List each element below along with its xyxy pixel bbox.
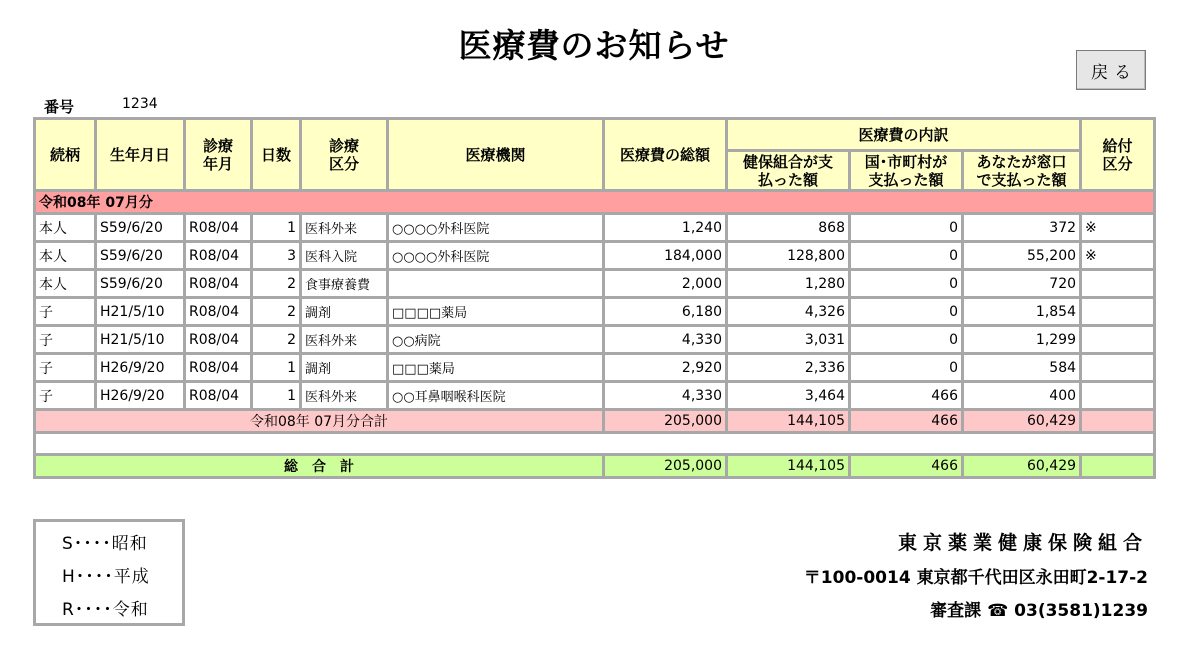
cell-patient: 584 [963,354,1081,382]
subtotal-row-total: 205,000 [604,410,727,433]
table-row [35,298,1155,326]
cell-month: R08/04 [185,298,252,326]
cell-municipal: 0 [850,214,963,242]
grand-total-row-insurance: 144,105 [727,455,850,478]
cell-insurance: 4,326 [727,298,850,326]
table-row [35,382,1155,410]
cell-month: R08/04 [185,326,252,354]
cell-month: R08/04 [185,354,252,382]
cell-patient: 400 [963,382,1081,410]
cell-patient: 1,854 [963,298,1081,326]
spacer-row [35,433,1155,455]
cell-facility: ○○病院 [388,326,604,354]
cell-benefit: ※ [1081,214,1155,242]
table-row [35,214,1155,242]
cell-birth: H26/9/20 [96,382,185,410]
cell-municipal: 466 [850,382,963,410]
header-total: 医療費の総額 [604,119,727,191]
cell-relation: 本人 [35,242,96,270]
cell-days: 1 [252,214,301,242]
cell-benefit: ※ [1081,242,1155,270]
header-patient: あなたが窓口 で支払った額 [963,151,1081,191]
subtotal-row-label: 令和08年 07月分合計 [35,410,604,433]
cell-benefit [1081,354,1155,382]
month-section-label: 令和08年 07月分 [35,191,1155,214]
cell-days: 3 [252,242,301,270]
header-benefit: 給付 区分 [1081,119,1155,191]
header-treat-month: 診療 年月 [185,119,252,191]
page-title: 医療費のお知らせ [458,26,730,65]
cell-birth: H26/9/20 [96,354,185,382]
cell-benefit [1081,270,1155,298]
legend-reiwa: R････令和 [62,600,149,620]
cell-birth: S59/6/20 [96,214,185,242]
cell-month: R08/04 [185,382,252,410]
cell-total: 4,330 [604,382,727,410]
cell-benefit [1081,298,1155,326]
header-birth: 生年月日 [96,119,185,191]
era-legend [33,519,185,626]
cell-birth: S59/6/20 [96,270,185,298]
cell-facility: □□□□薬局 [388,298,604,326]
organization-address: 〒100-0014 東京都千代田区永田町2-17-2 [803,568,1148,588]
header-facility: 医療機関 [388,119,604,191]
cell-days: 1 [252,382,301,410]
cell-patient: 372 [963,214,1081,242]
cell-category: 調剤 [301,298,388,326]
cell-category: 調剤 [301,354,388,382]
subtotal-row [35,410,1155,433]
subtotal-row-insurance: 144,105 [727,410,850,433]
grand-total-row-label: 総 合 計 [35,455,604,478]
cell-patient: 55,200 [963,242,1081,270]
back-button[interactable]: 戻る [1076,50,1146,90]
legend-heisei: H････平成 [62,567,150,587]
cell-relation: 子 [35,382,96,410]
grand-total-row-patient: 60,429 [963,455,1081,478]
cell-days: 2 [252,326,301,354]
cell-relation: 子 [35,326,96,354]
subtotal-row-patient: 60,429 [963,410,1081,433]
grand-total-row-benefit [1081,455,1155,478]
cell-total: 184,000 [604,242,727,270]
cell-month: R08/04 [185,214,252,242]
cell-facility: ○○耳鼻咽喉科医院 [388,382,604,410]
cell-relation: 本人 [35,214,96,242]
cell-facility [388,270,604,298]
cell-relation: 子 [35,298,96,326]
cell-relation: 子 [35,354,96,382]
cell-municipal: 0 [850,242,963,270]
cell-municipal: 0 [850,298,963,326]
header-breakdown: 医療費の内訳 [727,119,1081,151]
grand-total-row-municipal: 466 [850,455,963,478]
cell-category: 医科外来 [301,382,388,410]
header-category: 診療 区分 [301,119,388,191]
cell-days: 1 [252,354,301,382]
header-relation: 続柄 [35,119,96,191]
cell-benefit [1081,382,1155,410]
header-municipal: 国･市町村が 支払った額 [850,151,963,191]
cell-patient: 720 [963,270,1081,298]
cell-total: 6,180 [604,298,727,326]
header-insurance: 健保組合が支 払った額 [727,151,850,191]
member-number-value: 1234 [122,96,158,112]
subtotal-row-municipal: 466 [850,410,963,433]
organization-department: 審査課 ☎ 03(3581)1239 [930,601,1148,621]
cell-category: 食事療養費 [301,270,388,298]
table-row [35,270,1155,298]
cell-patient: 1,299 [963,326,1081,354]
cell-municipal: 0 [850,354,963,382]
cell-days: 2 [252,298,301,326]
table-row [35,354,1155,382]
cell-category: 医科外来 [301,214,388,242]
cell-total: 2,920 [604,354,727,382]
cell-municipal: 0 [850,326,963,354]
cell-facility: ○○○○外科医院 [388,214,604,242]
cell-insurance: 3,464 [727,382,850,410]
member-number-label: 番号 [44,98,75,116]
cell-facility: ○○○○外科医院 [388,242,604,270]
cell-facility: □□□薬局 [388,354,604,382]
cell-category: 医科外来 [301,326,388,354]
organization-name: 東京薬業健康保険組合 [897,532,1148,554]
header-days: 日数 [252,119,301,191]
medical-expense-table [33,117,1156,479]
subtotal-row-benefit [1081,410,1155,433]
cell-insurance: 868 [727,214,850,242]
table-row [35,242,1155,270]
cell-month: R08/04 [185,242,252,270]
cell-total: 1,240 [604,214,727,242]
cell-insurance: 2,336 [727,354,850,382]
cell-relation: 本人 [35,270,96,298]
grand-total-row [35,455,1155,478]
cell-days: 2 [252,270,301,298]
cell-total: 2,000 [604,270,727,298]
cell-insurance: 3,031 [727,326,850,354]
cell-insurance: 128,800 [727,242,850,270]
grand-total-row-total: 205,000 [604,455,727,478]
cell-birth: H21/5/10 [96,326,185,354]
cell-month: R08/04 [185,270,252,298]
cell-benefit [1081,326,1155,354]
cell-municipal: 0 [850,270,963,298]
cell-birth: H21/5/10 [96,298,185,326]
legend-showa: S････昭和 [62,534,148,554]
cell-insurance: 1,280 [727,270,850,298]
table-row [35,326,1155,354]
cell-category: 医科入院 [301,242,388,270]
cell-birth: S59/6/20 [96,242,185,270]
cell-total: 4,330 [604,326,727,354]
